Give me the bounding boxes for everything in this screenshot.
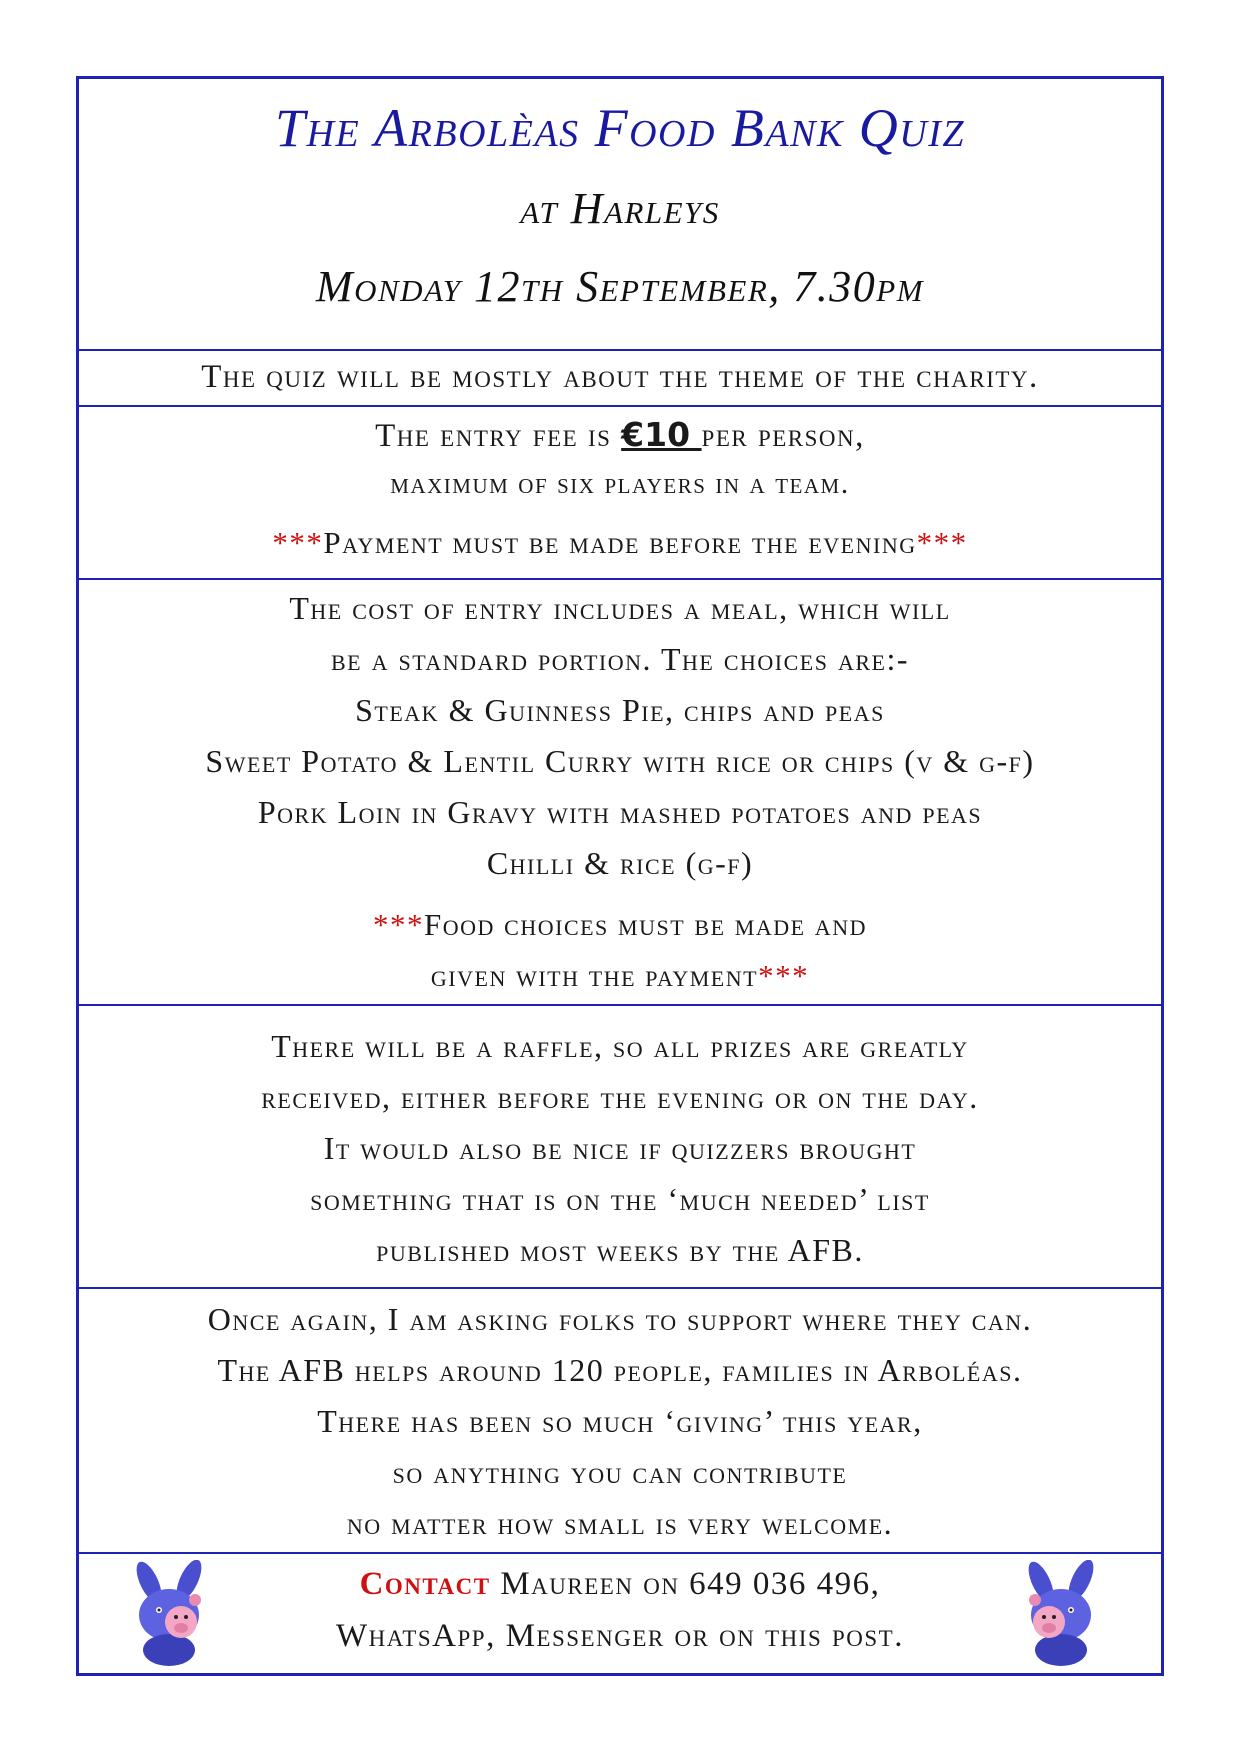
meal-choice: Sweet Potato & Lentil Curry with rice or chips (v & g-f) xyxy=(205,743,1035,779)
raffle-line: received, either before the evening or on the day. xyxy=(261,1079,979,1115)
contact-line-2: WhatsApp, Messenger or on this post. xyxy=(336,1618,904,1654)
raffle-line: It would also be nice if quizzers brought xyxy=(323,1130,917,1166)
meal-choice: Chilli & rice (g-f) xyxy=(486,845,754,881)
meal-intro-2: be a standard portion. The choices are:- xyxy=(330,641,909,677)
contact-details: Maureen on 649 036 496, xyxy=(490,1566,881,1602)
contact-section xyxy=(79,1552,1161,1675)
header-section xyxy=(79,79,1161,349)
team-size-line: maximum of six players in a team. xyxy=(390,467,850,500)
raffle-line: something that is on the ‘much needed’ list xyxy=(310,1181,930,1217)
theme-text: The quiz will be mostly about the theme of the charity. xyxy=(201,359,1039,395)
entry-section xyxy=(79,405,1161,580)
theme-section xyxy=(79,349,1161,407)
appeal-line: Once again, I am asking folks to support where they can. xyxy=(207,1301,1033,1337)
meal-intro-1: The cost of entry includes a meal, which will xyxy=(289,590,951,626)
stars-left: *** xyxy=(272,525,324,560)
raffle-section xyxy=(79,1004,1161,1289)
quiz-poster xyxy=(76,76,1164,1676)
stars-right: *** xyxy=(916,525,968,560)
venue-line: at Harleys xyxy=(520,184,720,233)
contact-line-1 xyxy=(79,1566,1161,1603)
appeal-line: so anything you can contribute xyxy=(392,1454,848,1490)
eeyore-piglet-mascot-icon xyxy=(1011,1560,1121,1670)
appeal-line: no matter how small is very welcome. xyxy=(346,1505,894,1541)
meal-choice: Pork Loin in Gravy with mashed potatoes and peas xyxy=(257,794,983,830)
food-notice-text-1: Food choices must be made and xyxy=(424,907,867,942)
date-line: Monday 12th September, 7.30pm xyxy=(315,262,925,311)
raffle-line: There will be a raffle, so all prizes are greatly xyxy=(271,1028,969,1064)
entry-fee-line xyxy=(79,415,1161,455)
food-notice-2 xyxy=(79,958,1161,994)
entry-fee-prefix: The entry fee is xyxy=(375,418,622,454)
payment-notice xyxy=(79,525,1161,561)
appeal-line: There has been so much ‘giving’ this year, xyxy=(317,1403,923,1439)
entry-fee-amount: €10 xyxy=(621,415,702,454)
food-notice-1 xyxy=(79,907,1161,943)
contact-label: Contact xyxy=(359,1566,491,1602)
poster-title: The Arbolèas Food Bank Quiz xyxy=(274,98,966,158)
raffle-line: published most weeks by the AFB. xyxy=(376,1232,864,1268)
meal-choice: Steak & Guinness Pie, chips and peas xyxy=(355,692,885,728)
food-notice-text-2: given with the payment xyxy=(430,958,759,993)
meal-section xyxy=(79,578,1161,1006)
stars-left: *** xyxy=(373,907,425,942)
appeal-section xyxy=(79,1287,1161,1554)
payment-notice-text: Payment must be made before the evening xyxy=(323,525,917,560)
appeal-line: The AFB helps around 120 people, families in Arboléas. xyxy=(217,1352,1023,1388)
stars-right: *** xyxy=(758,958,810,993)
entry-fee-suffix: per person, xyxy=(701,418,865,454)
